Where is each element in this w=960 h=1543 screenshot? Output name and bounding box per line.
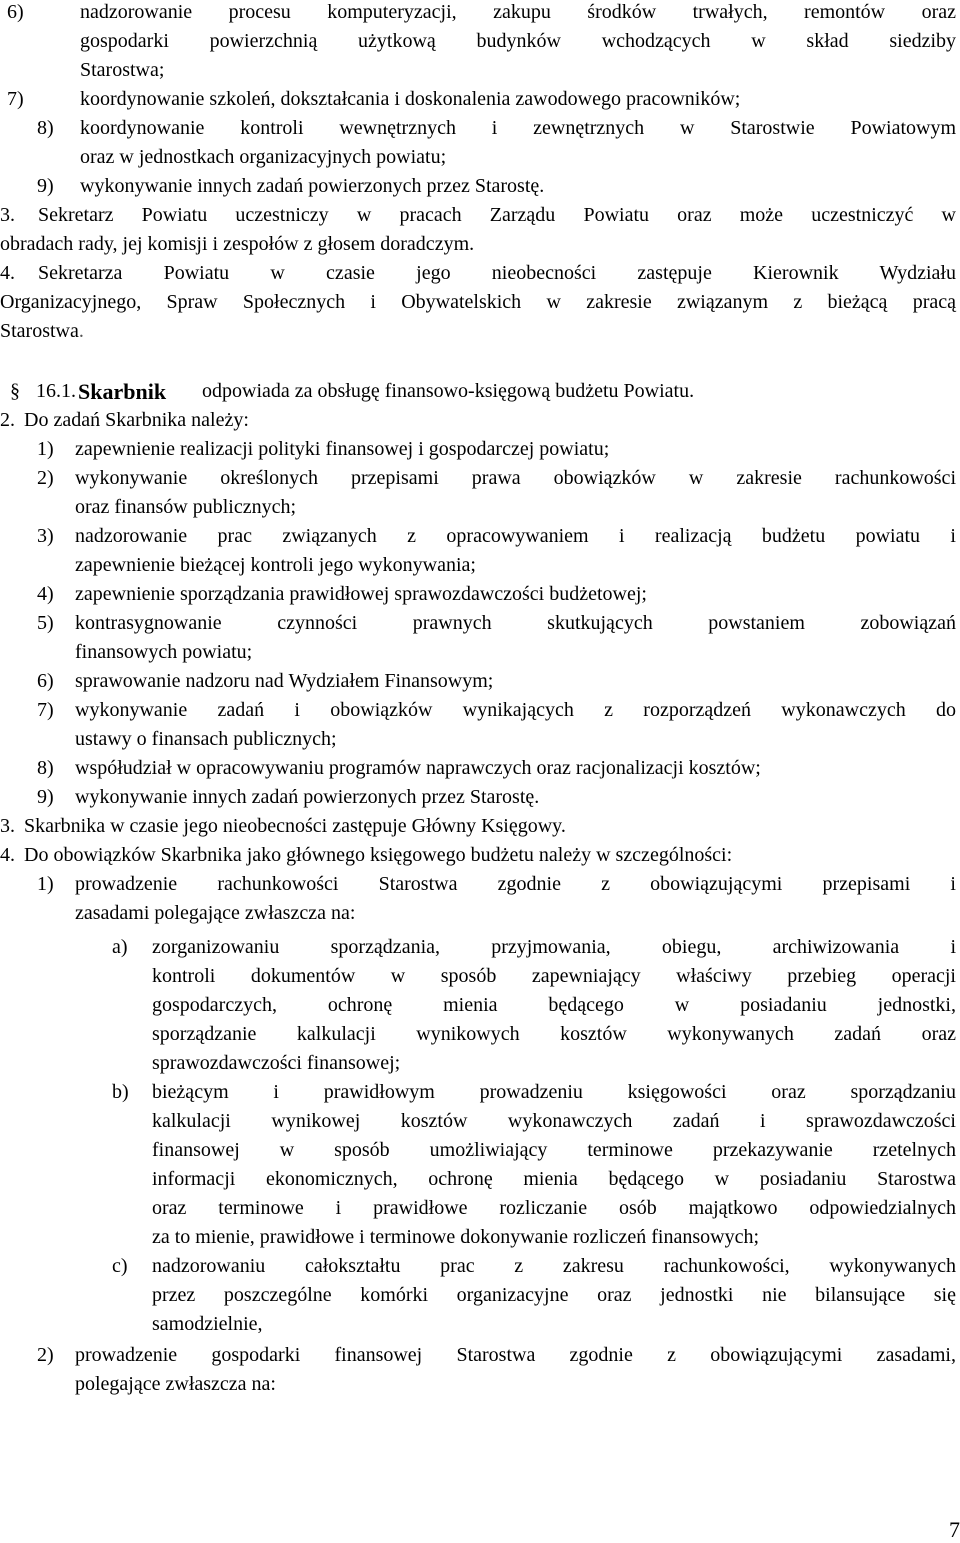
- section-intro: odpowiada za obsługę finansowo-księgową budżetu Powiatu.: [202, 380, 695, 402]
- list-item: sprawowanie nadzoru nad Wydziałem Finansowym;: [75, 670, 494, 692]
- list-item: zapewnienie realizacji polityki finansowej i gospodarczej powiatu;: [75, 438, 610, 460]
- sub-letter: a): [112, 936, 128, 958]
- list-number: 1): [37, 873, 54, 895]
- text-line: nadzorowanie procesu komputeryzacji, zakupu środków trwałych, remontów oraz: [80, 1, 956, 23]
- list-item: zapewnienie sporządzania prawidłowej sprawozdawczości budżetowej;: [75, 583, 647, 605]
- paragraph-number: 3.: [0, 204, 15, 226]
- paragraph-number: 2.: [0, 409, 15, 431]
- list-item-8: koordynowanie kontroli wewnętrznych i zewnętrznych w Starostwie Powiatowym: [80, 117, 956, 139]
- text-line: [0, 317, 960, 346]
- sub-item: nadzorowaniu całokształtu prac z zakresu rachunkowości, wykonywanych: [152, 1255, 956, 1277]
- text-line: sporządzanie kalkulacji wynikowych kosztów wykonywanych zadań oraz: [152, 1023, 956, 1045]
- sub-letter: b): [112, 1081, 129, 1103]
- list-number: 3): [37, 525, 54, 547]
- list-item-9: wykonywanie innych zadań powierzonych przez Starostę.: [80, 175, 545, 197]
- list-number: 6): [7, 1, 24, 23]
- text-line: gospodarki powierzchnią użytkową budynków wchodzących w skład siedziby: [80, 30, 956, 52]
- list-item: wykonywanie określonych przepisami prawa obowiązków w zakresie rachunkowości: [75, 467, 956, 489]
- paragraph-number: 3.: [0, 815, 15, 837]
- sub-item: zorganizowaniu sporządzania, przyjmowania, obiegu, archiwizowania i: [152, 936, 956, 958]
- list-number: 9): [37, 175, 54, 197]
- text-line: obradach rady, jej komisji i zespołów z głosem doradczym.: [0, 233, 475, 255]
- text-line: kontroli dokumentów w sposób zapewniający właściwy przebieg operacji: [152, 965, 956, 987]
- list-number: 7): [7, 88, 24, 110]
- list-item-7: koordynowanie szkoleń, dokształcania i doskonalenia zawodowego pracowników;: [80, 88, 741, 110]
- list-item: prowadzenie rachunkowości Starostwa zgodnie z obowiązującymi przepisami i: [75, 873, 956, 895]
- list-item: wykonywanie innych zadań powierzonych przez Starostę.: [75, 786, 540, 808]
- sub-item: bieżącym i prawidłowym prowadzeniu księgowości oraz sporządzaniu: [152, 1081, 956, 1103]
- list-item: nadzorowanie prac związanych z opracowywaniem i realizacją budżetu powiatu i: [75, 525, 956, 547]
- paragraph-3: Sekretarz Powiatu uczestniczy w pracach Zarządu Powiatu oraz może uczestniczyć w: [38, 204, 956, 226]
- section-heading: [0, 377, 960, 406]
- list-number: 8): [37, 757, 54, 779]
- paragraph-4: Sekretarza Powiatu w czasie jego nieobecności zastępuje Kierownik Wydziału: [38, 262, 956, 284]
- text-line: oraz finansów publicznych;: [75, 496, 297, 518]
- list-number: 2): [37, 467, 54, 489]
- text-line: Organizacyjnego, Spraw Społecznych i Obywatelskich w zakresie związanym z bieżącą pracą: [0, 291, 956, 313]
- text-line: ustawy o finansach publicznych;: [75, 728, 337, 750]
- text-line: zasadami polegające zwłaszcza na:: [75, 902, 356, 924]
- list-number: 1): [37, 438, 54, 460]
- list-item: kontrasygnowanie czynności prawnych skutkujących powstaniem zobowiązań: [75, 612, 956, 634]
- list-number: 6): [37, 670, 54, 692]
- text-line: informacji ekonomicznych, ochronę mienia będącego w posiadaniu Starostwa: [152, 1168, 956, 1190]
- section-number: 16.1.: [36, 380, 76, 402]
- list-item: wykonywanie zadań i obowiązków wynikających z rozporządzeń wykonawczych do: [75, 699, 956, 721]
- trailing-dot: .: [78, 320, 84, 342]
- list-number: 4): [37, 583, 54, 605]
- text-line-content: Starostwa: [0, 320, 79, 342]
- sub-letter: c): [112, 1255, 128, 1277]
- list-number: 9): [37, 786, 54, 808]
- section-title: Skarbnik: [78, 379, 167, 404]
- list-number: 7): [37, 699, 54, 721]
- list-number: 2): [37, 1344, 54, 1366]
- text-line: Starostwa;: [80, 59, 165, 81]
- paragraph-sign: §: [10, 380, 20, 402]
- text-line: przez poszczególne komórki organizacyjne oraz jednostki nie bilansujące się: [152, 1284, 956, 1306]
- list-number: 8): [37, 117, 54, 139]
- text-line: oraz terminowe i prawidłowe rozliczanie osób majątkowo odpowiedzialnych: [152, 1197, 956, 1219]
- text-line: samodzielnie,: [152, 1313, 263, 1335]
- text-line: oraz w jednostkach organizacyjnych powiatu;: [80, 146, 447, 168]
- text-line: zapewnienie bieżącej kontroli jego wykonywania;: [75, 554, 476, 576]
- text-line: polegające zwłaszcza na:: [75, 1373, 276, 1395]
- text-line: kalkulacji wynikowej kosztów wykonawczych zadań i sprawozdawczości: [152, 1110, 956, 1132]
- paragraph-4: Do obowiązków Skarbnika jako głównego księgowego budżetu należy w szczególności:: [24, 844, 733, 866]
- list-item: prowadzenie gospodarki finansowej Starostwa zgodnie z obowiązującymi zasadami,: [75, 1344, 956, 1366]
- paragraph-3: Skarbnika w czasie jego nieobecności zastępuje Główny Księgowy.: [24, 815, 566, 837]
- paragraph-2: Do zadań Skarbnika należy:: [24, 409, 249, 431]
- text-line: gospodarczych, ochronę mienia będącego w posiadaniu jednostki,: [152, 994, 956, 1016]
- text-line: za to mienie, prawidłowe i terminowe dokonywanie rozliczeń finansowych;: [152, 1226, 760, 1248]
- list-number: 5): [37, 612, 54, 634]
- text-line: finansowych powiatu;: [75, 641, 253, 663]
- list-item: współudział w opracowywaniu programów naprawczych oraz racjonalizacji kosztów;: [75, 757, 761, 779]
- paragraph-number: 4.: [0, 844, 15, 866]
- text-line: finansowej w sposób umożliwiający terminowe przekazywanie rzetelnych: [152, 1139, 956, 1161]
- text-line: sprawozdawczości finansowej;: [152, 1052, 401, 1074]
- page-number: 7: [949, 1517, 960, 1542]
- paragraph-number: 4.: [0, 262, 15, 284]
